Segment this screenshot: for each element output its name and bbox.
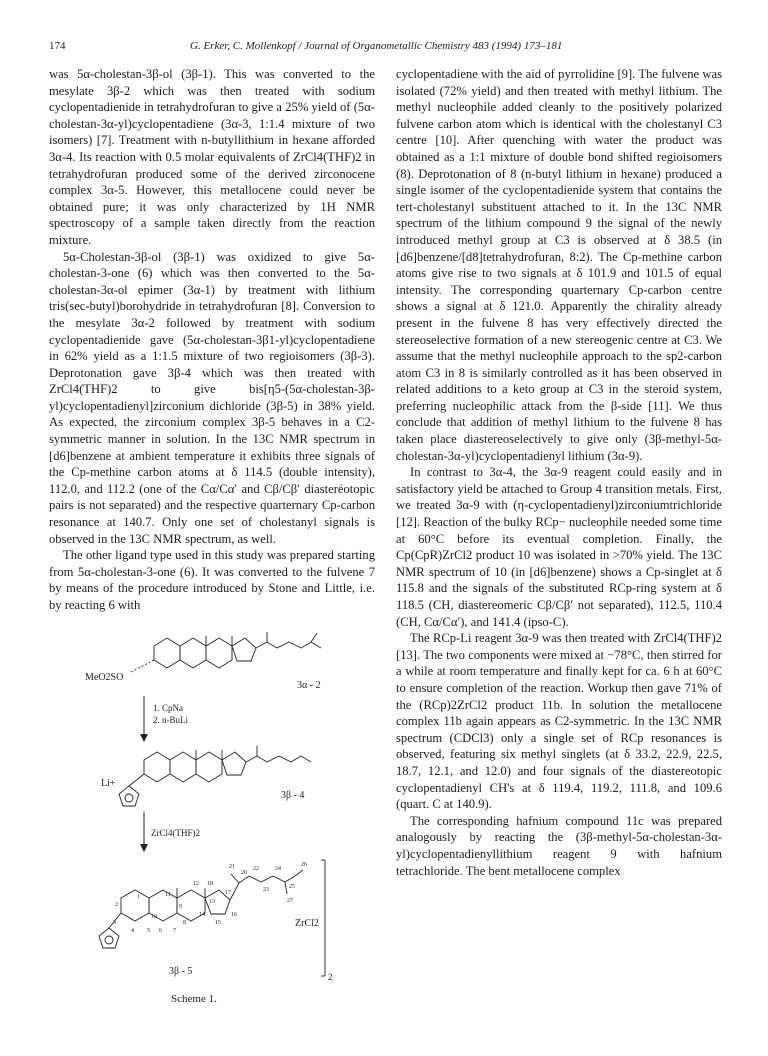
atom-number-12: 12 <box>193 881 199 887</box>
arrow-head-2 <box>140 844 148 852</box>
atom-number-18: 18 <box>207 881 213 887</box>
atom-number-24: 24 <box>275 866 281 872</box>
atom-number-9: 9 <box>179 904 182 910</box>
right-column <box>396 66 722 879</box>
reagent-step1-b: 2. n-BuLi <box>153 715 188 725</box>
atom-number-27: 27 <box>287 898 293 904</box>
steroid-structure-top <box>131 632 321 672</box>
lithium-label: Li+ <box>101 778 116 789</box>
reagent-step1-a: 1. CpNa <box>153 703 183 713</box>
atom-number-5: 5 <box>147 928 150 934</box>
atom-number-21: 21 <box>229 864 235 870</box>
steroid-structure-bottom <box>99 860 325 976</box>
atom-number-25: 25 <box>289 884 295 890</box>
right-paragraph-1: cyclopentadiene with the aid of pyrrolidine [9]. The fulvene was isolated (72% yield) and then treated with methyl lithium. The methyl nucleophile added cleanly to the positively polarized fulvene carbon atom which is identical with the cholestanyl C3 centre [10]. After quenching with water the product was obtained as a 1:1 mixture of double bond shifted regioisomers (8). Deprotonation of 8 (n-butyl lithium in hexane) produced a single isomer of the cyclopentadienide system that contains the tert-cholestanyl substituent attached to it. In the 13C NMR spectrum of the lithium compound 9 the signal of the newly introduced methyl group at C3 is observed at δ 38.5 (in [d6]benzene/[d8]tetrahydrofuran, 8:2). The Cp-methine carbon atoms give rise to two signals at δ 101.9 and 101.5 of equal intensity. The corresponding quarternary Cp-carbon centre shows a signal at δ 121.0. Apparently the chirality already present in the fulvene 8 has very effectively directed the stereoselective formation of a new stereogenic centre at C3. We assume that the methyl nucleophile approach to the sp2-carbon atom C3 in 8 is similarly controlled as it has been observed in related additions to a keto group at C3 in the steroid system, preferring nucleophilic attack from the β-side [11]. We thus conclude that addition of methyl lithium to the fulvene 8 has taken place diastereoselectively to give only (3β-methyl-5α-cholestan-3α-yl)cyclopentadienyl lithium (3α-9). <box>396 67 722 463</box>
atom-number-15: 15 <box>215 920 221 926</box>
left-paragraph-1: was 5α-cholestan-3β-ol (3β-1). This was converted to the mesylate 3β-2 which was then treated with sodium cyclopentadienide in tetrahydrofuran to give a 25% yield of (5α-cholestan-3α-yl)cyclopentadiene (3α-3, 1:1.4 mixture of two isomers) [7]. Treatment with n-butyllithium in hexane afforded 3α-4. Its reaction with 0.5 molar equivalents of ZrCl4(THF)2 in tetrahydrofuran produced some of the derived zirconocene complex 3α-5. However, this metallocene could never be obtained pure; it was only characterized by 1H NMR spectroscopy of a sample taken directly from the reaction mixture. <box>49 67 375 247</box>
page-number: 174 <box>49 40 66 52</box>
atom-number-23: 23 <box>263 887 269 893</box>
atom-number-6: 6 <box>159 928 162 934</box>
compound-label-top: 3α - 2 <box>297 680 321 691</box>
right-paragraph-2: In contrast to 3α-4, the 3α-9 reagent could easily and in satisfactory yield be attached to Group 4 transition metals. First, we treated 3α-9 with (η-cyclopentadienyl)zirconiumtrichloride [12]. Reaction of the bulky RCp− nucleophile needed some time at 60°C before its eventual completion. Finally, the Cp(CpR)ZrCl2 product 10 was isolated in >70% yield. The 13C NMR spectrum of 10 (in [d6]benzene) shows a Cp-singlet at δ 115.8 and the signals of the substituted RCp-ring system at δ 118.5 (CH, diastereomeric Cβ/Cβ′ not separated), 112.5, 110.4 (CH, Cα/Cα′), and 141.4 (ipso-C). <box>396 465 722 629</box>
zirconium-label: ZrCl2 <box>295 918 319 929</box>
atom-number-20: 20 <box>241 870 247 876</box>
atom-number-22: 22 <box>253 866 259 872</box>
atom-number-10: 10 <box>151 914 157 920</box>
running-header: G. Erker, C. Mollenkopf / Journal of Organometallic Chemistry 483 (1994) 173–181 <box>190 40 563 52</box>
arrow-head-1 <box>140 734 148 742</box>
reaction-scheme <box>49 598 375 1018</box>
reagent-step2: ZrCl4(THF)2 <box>151 828 200 838</box>
scheme-caption: Scheme 1. <box>171 993 217 1005</box>
atom-number-2: 2 <box>115 902 118 908</box>
atom-number-16: 16 <box>231 912 237 918</box>
atom-number-17: 17 <box>225 890 231 896</box>
left-column <box>49 66 375 614</box>
atom-number-7: 7 <box>173 928 176 934</box>
atom-number-13: 13 <box>209 899 215 905</box>
compound-label-bottom: 3β - 5 <box>169 966 193 977</box>
atom-number-8: 8 <box>183 920 186 926</box>
atom-number-1: 1 <box>137 894 140 900</box>
atom-number-4: 4 <box>131 928 134 934</box>
compound-label-middle: 3β - 4 <box>281 790 305 801</box>
right-paragraph-3: The RCp-Li reagent 3α-9 was then treated with ZrCl4(THF)2 [13]. The two components were mixed at −78°C, then stirred for a while at room temperature and finally kept for ca. 6 h at 60°C to ensure completion of the reaction. Workup then gave 71% of the (RCp)2ZrCl2 product 11b. In solution the metallocene complex 11b again appears as C2-symmetric. In the 13C NMR spectrum (CDCl3) only a single set of RCp resonances is observed, featuring six methyl singlets (at δ 33.2, 22.9, 22.5, 18.7, 12.1, and 12.0) and four signals of the diastereotopic cyclopentadienyl CH's at δ 119.4, 119.2, 111.8, and 109.6 (quart. C at 140.9). <box>396 631 722 812</box>
mesylate-label: MeO2SO <box>85 672 124 683</box>
atom-number-26: 26 <box>301 862 307 868</box>
scheme-drawing <box>49 598 375 1018</box>
left-paragraph-3: The other ligand type used in this study was prepared starting from 5α-cholestan-3-one (6). It was converted to the fulvene 7 by means of the procedure introduced by Stone and Little, i.e. by reacting 6 with <box>49 548 375 612</box>
atom-number-3: 3 <box>113 920 116 926</box>
atom-number-14: 14 <box>199 912 205 918</box>
bracket-multiplier: 2 <box>328 972 333 982</box>
left-paragraph-2: 5α-Cholestan-3β-ol (3β-1) was oxidized to give 5α-cholestan-3-one (6) which was then converted to the 5α-cholestan-3α-ol epimer (3α-1) by treatment with lithium tris(sec-butyl)borohydride in tetrahydrofuran [8]. Conversion to the mesylate 3α-2 followed by treatment with sodium cyclopentadienide gave (5α-cholestan-3β1-yl)cyclopentadiene in 62% yield as a 1:1.5 mixture of two regioisomers (3β-3). Deprotonation gave 3β-4 which was then treated with ZrCl4(THF)2 to give bis[η5-(5α-cholestan-3β-yl)cyclopentadienyl]zirconium dichloride (3β-5) in 38% yield. As expected, the zirconium complex 3β-5 behaves in a C2-symmetric manner in solution. In the 13C NMR spectrum in [d6]benzene at ambient temperature it exhibits three signals of the Cp-methine carbon atoms at δ 114.5 (double intensity), 112.0, and 112.2 (one of the Cα/Cα′ and Cβ/Cβ′ diasteréotopic pairs is not separated) and the respective quarternary Cp-carbon resonance at 140.7. Only one set of cholestanyl signals is observed in the 13C NMR spectrum, as well. <box>49 249 375 546</box>
right-paragraph-4: The corresponding hafnium compound 11c was prepared analogously by reacting the (3β-methyl-5α-cholestan-3α-yl)cyclopentadienyllithium reagent 9 with hafnium tetrachloride. The bent metallocene complex <box>396 813 722 878</box>
atom-number-11: 11 <box>165 892 171 898</box>
